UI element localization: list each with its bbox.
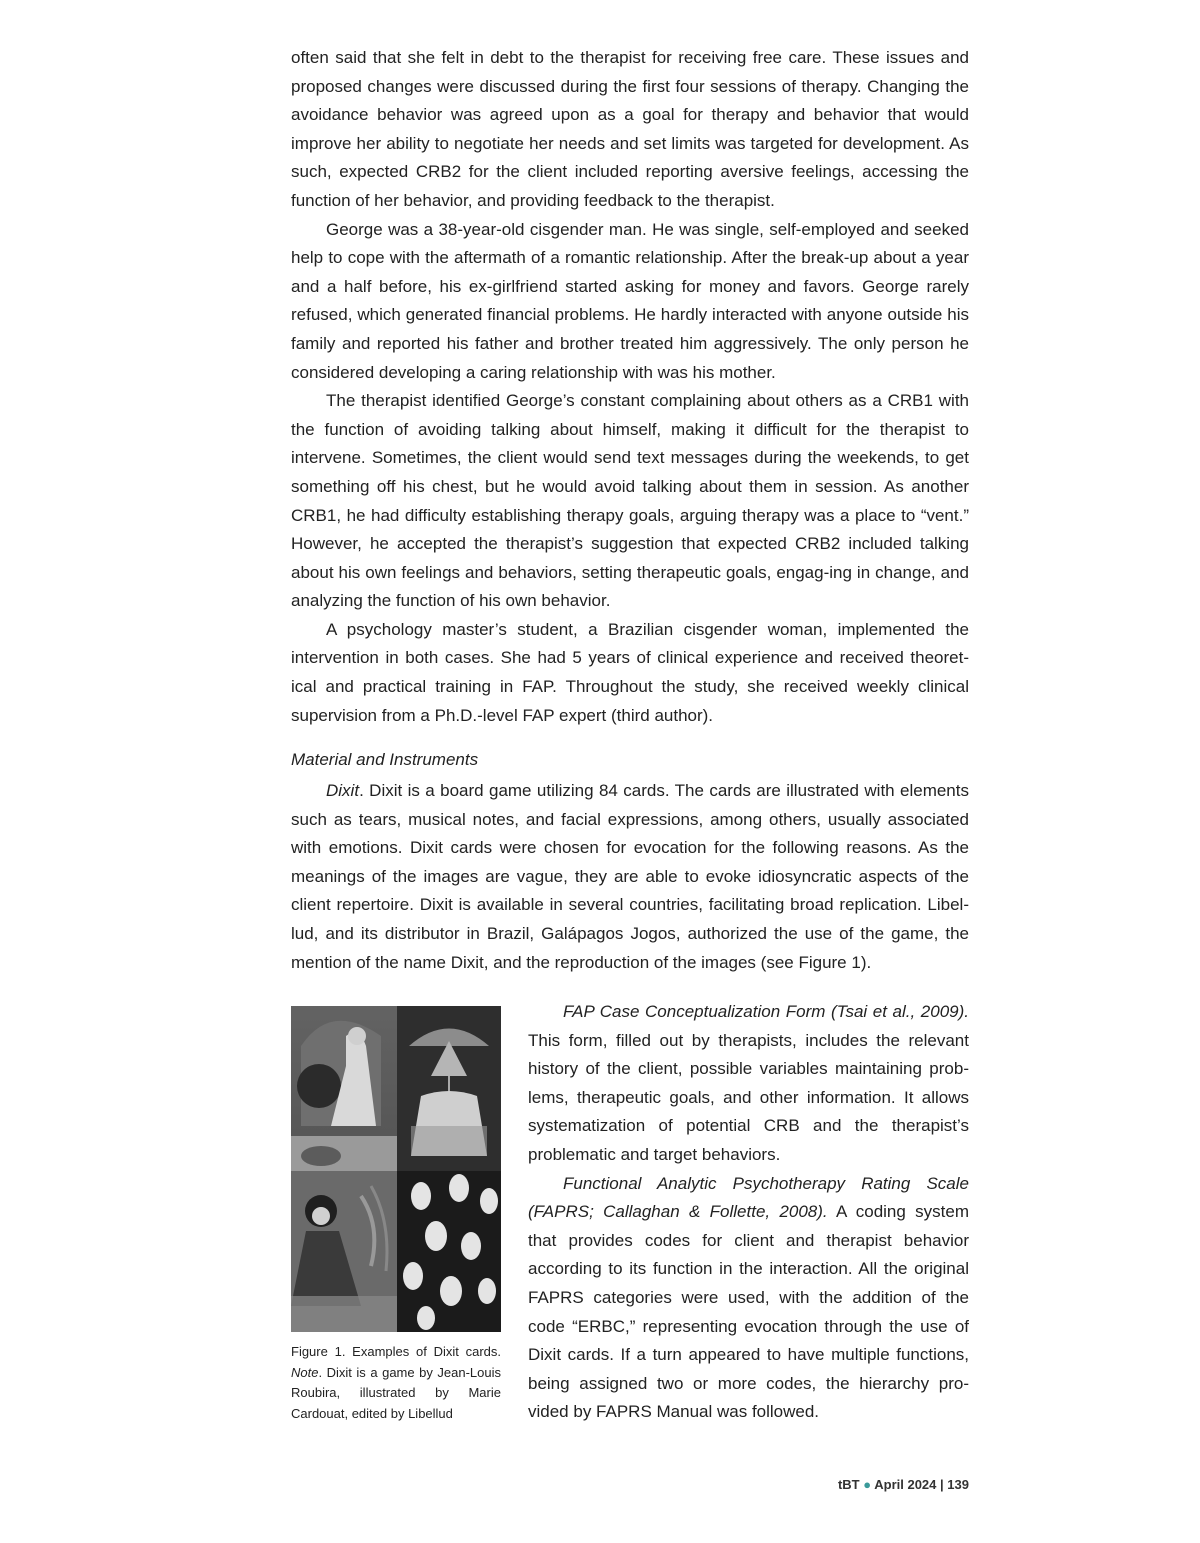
page-number: 139 xyxy=(947,1477,969,1492)
separator-dot: ● xyxy=(863,1477,872,1492)
paragraph xyxy=(528,998,969,1170)
paragraph: often said that she felt in debt to the therapist for receiving free care. These issues and proposed changes were discussed during the first four sessions of therapy. Changing the avoidance behavior was agreed upon as a goal for therapy and behavior that would improve her ability to negotiate her needs and set limits was targeted for development. As such, expected CRB2 for the client included reporting aversive feelings, accessing the function of her behavior, and providing feedback to the therapist. xyxy=(291,48,969,210)
figure-caption xyxy=(291,1342,501,1424)
paragraph-text: A coding system that provides codes for client and therapist behavior according to its function in the interaction. All the original FAPRS categories were used, with the addition of the code “ERBC,” representing evocation through the use of Dixit cards. If a turn appeared to have multiple functions, being assigned two or more codes, the hierarchy pro-vided by FAPRS Manual was followed. xyxy=(528,1202,969,1422)
body-text-top xyxy=(291,44,969,730)
figure-note-text: . Dixit is a game by Jean-Louis Roubira, illustrated by Marie Cardouat, edited by Libellud xyxy=(291,1364,501,1421)
figure-note-label: Note xyxy=(291,1364,319,1380)
paragraph: George was a 38-year-old cisgender man. He was single, self-employed and seeked help to cope with the aftermath of a romantic relationship. After the break-up about a year and a half before, his ex-girlfriend started asking for money and favors. George rarely refused, which generated financial problems. He hardly interacted with anyone outside his family and reported his father and brother treated him aggressively. The only person he considered developing a caring relationship with was his mother. xyxy=(291,219,969,382)
instruments-right-column xyxy=(528,998,969,1427)
figure-dixit-cards xyxy=(291,1006,501,1332)
paragraph: The therapist identified George’s constant complaining about others as a CRB1 with the function of avoiding talking about himself, making it difficult for the therapist to intervene. Sometimes, the client would send text messages during the weekends, to get something off his chest, but he would avoid talking about them in session. As another CRB1, he had difficulty establishing therapy goals, arguing therapy was a place to “vent.” However, he accepted the therapist’s suggestion that expected CRB2 included talking about his own feelings and behaviors, setting therapeutic goals, engag-ing in change, and analyzing the function of his own behavior. xyxy=(291,391,969,611)
issue-date: April 2024 xyxy=(874,1477,937,1492)
term: Dixit xyxy=(326,781,360,800)
dixit-cards-image xyxy=(291,1006,501,1332)
journal-name: tBT xyxy=(837,1477,860,1492)
divider: | xyxy=(940,1477,944,1492)
section-heading: Material and Instruments xyxy=(291,750,479,769)
paragraph xyxy=(291,777,969,977)
page-footer xyxy=(838,1477,969,1492)
paragraph-text: This form, filled out by therapists, includes the relevant history of the client, possible variables maintaining prob-lems, therapeutic goals, and other information. It allows systematization of potential CRB and the therapist’s problematic and target behaviors. xyxy=(528,1030,969,1164)
figure-label: Figure 1. xyxy=(291,1344,346,1359)
figure-caption-text: Examples of Dixit cards. xyxy=(345,1344,501,1359)
term: Functional Analytic Psychotherapy Rating Scale (FAPRS; Callaghan & Follette, 2008). xyxy=(528,1173,969,1222)
paragraph: A psychology master’s student, a Brazilian cisgender woman, implemented the intervention in both cases. She had 5 years of clinical experience and received theoret-ical and practical training in FAP. Throughout the study, she received weekly clinical supervision from a Ph.D.-level FAP expert (third author). xyxy=(291,619,969,725)
term: FAP Case Conceptualization Form (Tsai et al., 2009). xyxy=(563,1002,969,1021)
paragraph xyxy=(528,1170,969,1427)
paragraph-text: . Dixit is a board game utilizing 84 cards. The cards are illustrated with elements such as tears, musical notes, and facial expressions, among others, usually associated with emotions. Dixit cards were chosen for evocation for the following reasons. As the meanings of the images are vague, they are able to evoke idiosyncratic aspects of the client repertoire. Dixit is available in several countries, facilitating broad replication. Libel-lud, and its distributor in Brazil, Galápagos Jogos, authorized the use of the game, the mention of the name Dixit, and the reproduction of the images (see Figure 1). xyxy=(291,781,969,972)
dixit-section xyxy=(291,777,969,977)
